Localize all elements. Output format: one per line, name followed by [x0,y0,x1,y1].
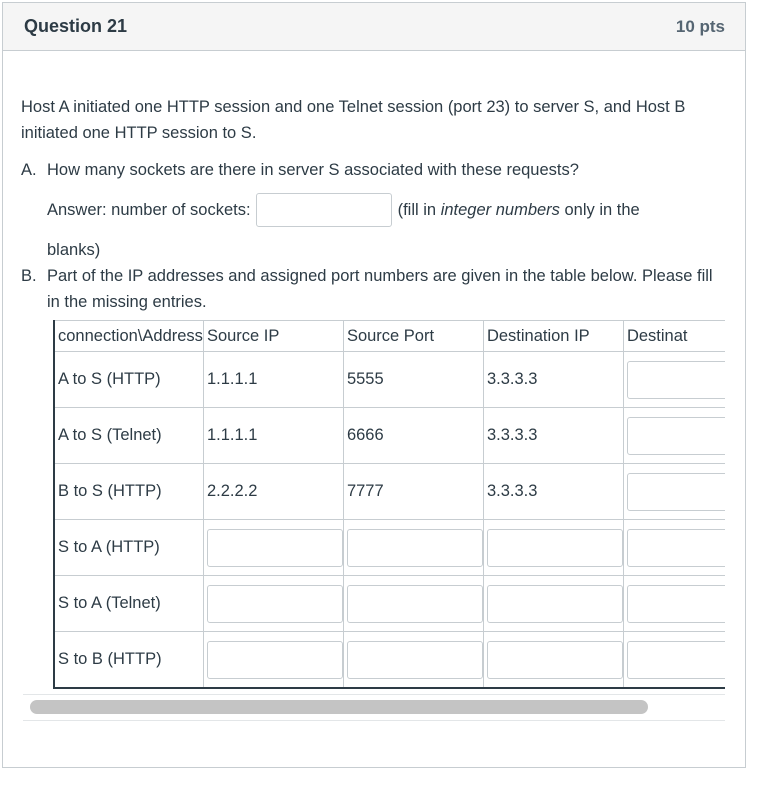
table-row [54,576,725,632]
hint-open: (fill in [397,201,441,219]
question-header [3,3,745,51]
table-header-row [54,321,725,352]
scrollbar-thumb[interactable] [30,700,648,714]
source-ip-cell: 1.1.1.1 [203,408,343,464]
header-source-ip: Source IP [203,321,343,352]
question-title: Question 21 [24,16,128,36]
table-row [54,520,725,576]
destination-ip-cell: 3.3.3.3 [483,464,623,520]
source-port-cell [343,632,483,689]
sockets-answer-input[interactable] [256,193,392,227]
destination-port-cell [623,464,725,520]
answer-label: Answer: number of sockets: [47,201,251,219]
part-a-prompt: How many sockets are there in server S associated with these requests? [47,161,579,179]
destination-ip-input[interactable] [487,529,623,567]
destination-port-input[interactable] [627,529,725,567]
destination-port-input[interactable] [627,361,725,399]
source-ip-cell [203,576,343,632]
source-port-cell [343,576,483,632]
answer-line [47,193,721,227]
destination-ip-input[interactable] [487,585,623,623]
source-port-input[interactable] [347,585,483,623]
destination-port-cell [623,408,725,464]
source-ip-cell [203,520,343,576]
source-port-input[interactable] [347,641,483,679]
source-port-cell: 7777 [343,464,483,520]
source-port-cell [343,520,483,576]
source-port-input[interactable] [347,529,483,567]
hint-tail: blanks) [47,241,101,259]
address-table-scroll[interactable] [23,320,725,690]
destination-port-cell [623,576,725,632]
header-destination-port: Destinat [623,321,725,352]
table-row [54,464,725,520]
hint-emphasis: integer numbers [440,201,560,219]
source-port-cell: 6666 [343,408,483,464]
answer-hint [398,197,640,223]
part-b [21,263,721,315]
destination-ip-cell [483,632,623,689]
part-b-prompt: Part of the IP addresses and assigned port numbers are given in the table below. Please fill in the missing entries. [47,267,713,311]
destination-ip-input[interactable] [487,641,623,679]
source-ip-input[interactable] [207,529,343,567]
address-table [53,320,725,689]
row-label: B to S (HTTP) [54,464,203,520]
source-ip-cell [203,632,343,689]
header-connection: connection\Address [54,321,203,352]
horizontal-scrollbar[interactable] [23,694,725,721]
destination-port-cell [623,352,725,408]
row-label: S to B (HTTP) [54,632,203,689]
destination-ip-cell: 3.3.3.3 [483,408,623,464]
destination-port-input[interactable] [627,641,725,679]
source-ip-input[interactable] [207,585,343,623]
destination-port-cell [623,632,725,689]
question-intro: Host A initiated one HTTP session and one Telnet session (port 23) to server S, and Host B initiated one HTTP session to S. [21,98,686,142]
table-row [54,352,725,408]
destination-ip-cell: 3.3.3.3 [483,352,623,408]
destination-ip-cell [483,520,623,576]
row-label: S to A (Telnet) [54,576,203,632]
destination-ip-cell [483,576,623,632]
destination-port-input[interactable] [627,473,725,511]
destination-port-cell [623,520,725,576]
source-port-cell: 5555 [343,352,483,408]
row-label: A to S (Telnet) [54,408,203,464]
question-points: 10 pts [675,16,725,36]
table-row [54,408,725,464]
hint-close: only in the [559,201,640,219]
question-body [21,94,721,315]
source-ip-cell: 1.1.1.1 [203,352,343,408]
part-a [21,157,721,263]
row-label: S to A (HTTP) [54,520,203,576]
header-source-port: Source Port [343,321,483,352]
row-label: A to S (HTTP) [54,352,203,408]
table-row [54,632,725,689]
destination-port-input[interactable] [627,585,725,623]
destination-port-input[interactable] [627,417,725,455]
source-ip-cell: 2.2.2.2 [203,464,343,520]
part-a-marker: A. [21,161,37,179]
header-destination-ip: Destination IP [483,321,623,352]
source-ip-input[interactable] [207,641,343,679]
part-b-marker: B. [21,267,37,285]
